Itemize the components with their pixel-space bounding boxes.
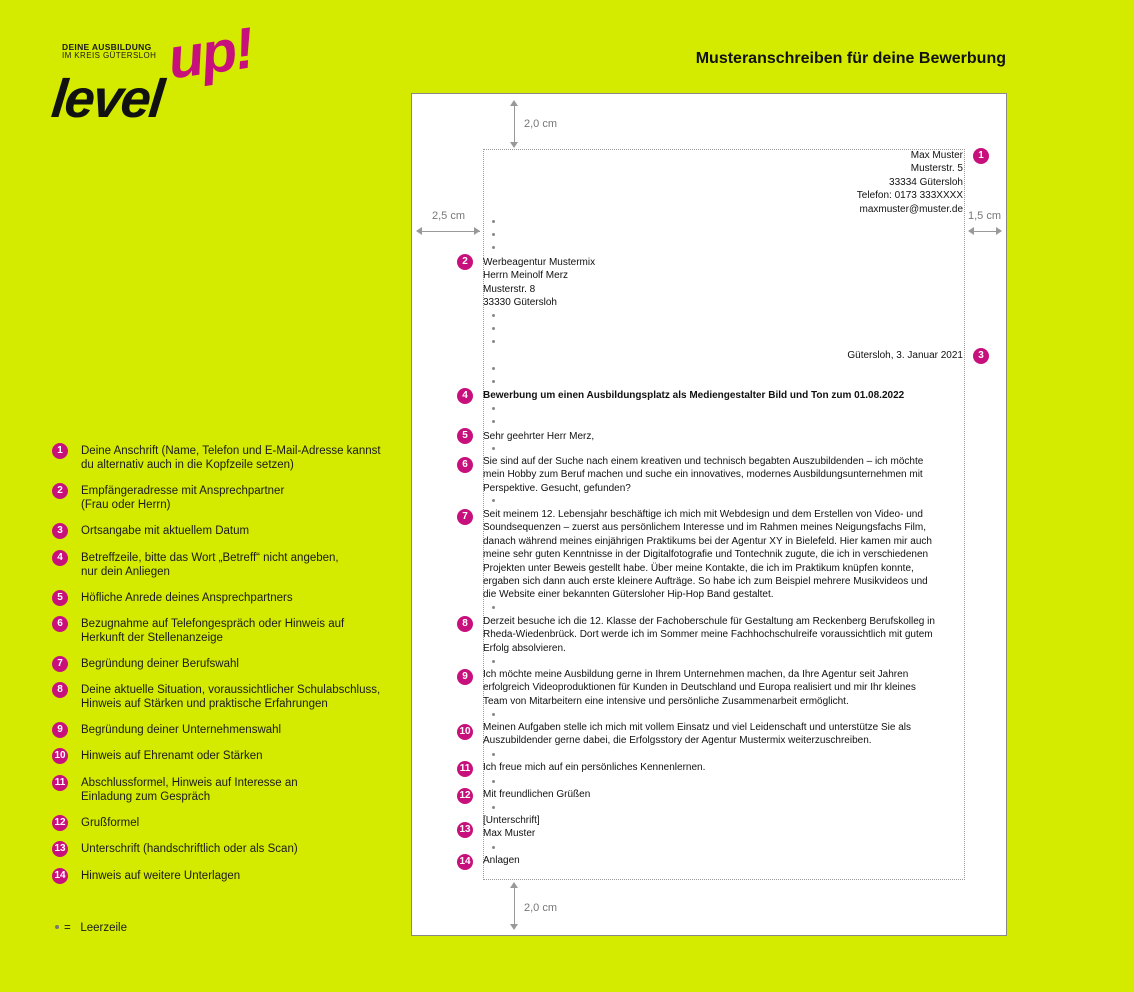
empty-line-dot bbox=[492, 407, 495, 410]
marker-8: 8 bbox=[457, 616, 473, 632]
paragraph-line: ergaben sich dann auch erste kleinere Aufträge. So habe ich zum Beispiel mehrere Musikvideos und bbox=[483, 576, 928, 588]
empty-line-dot bbox=[492, 846, 495, 849]
legend-number-badge: 6 bbox=[52, 616, 68, 632]
paragraph-line: Perspektive. Gesucht, gefunden? bbox=[483, 482, 631, 494]
legend-text: Ortsangabe mit aktuellem Datum bbox=[81, 525, 250, 537]
recipient-street: Musterstr. 8 bbox=[483, 283, 536, 295]
logo-tagline-2: IM KREIS GÜTERSLOH bbox=[62, 51, 157, 60]
paragraph-10 bbox=[483, 721, 963, 748]
legend-number-badge: 9 bbox=[52, 722, 68, 738]
recipient-contact: Herrn Meinolf Merz bbox=[483, 270, 569, 282]
sender-name: Max Muster bbox=[910, 150, 963, 161]
empty-line-equals: = bbox=[64, 922, 71, 934]
marker-5: 5 bbox=[457, 428, 473, 444]
arrow-up-icon bbox=[510, 882, 518, 888]
empty-line-dot bbox=[492, 233, 495, 236]
arrow-down-icon bbox=[510, 142, 518, 148]
paragraph-line: meine sehr guten Kenntnisse in der Digitalfotografie und Tontechnik zugute, die ich in verschiedenen bbox=[483, 549, 929, 561]
bottom-margin-arrow bbox=[514, 886, 515, 928]
paragraph-line: Sie sind auf der Suche nach einem kreativen und technisch begabten Auszubildenden – ich möchte bbox=[483, 456, 924, 467]
paragraph-11: Ich freue mich auf ein persönliches Kennenlernen. bbox=[483, 762, 706, 773]
paragraph-6 bbox=[483, 455, 963, 495]
legend-number-badge: 5 bbox=[52, 590, 68, 606]
right-margin-label: 1,5 cm bbox=[968, 210, 1002, 222]
page-title: Musteranschreiben für deine Bewerbung bbox=[695, 50, 1006, 67]
paragraph-line: Erfolg absolvieren. bbox=[483, 642, 566, 654]
legend-number-badge: 13 bbox=[52, 841, 68, 857]
empty-line-dot-icon bbox=[55, 925, 59, 929]
empty-line-dot bbox=[492, 753, 495, 756]
legend-number-badge: 11 bbox=[52, 775, 68, 791]
empty-line-dot bbox=[492, 380, 495, 383]
legend-text: Bezugnahme auf Telefongespräch oder Hinweis auf Herkunft der Stellenanzeige bbox=[81, 618, 345, 644]
empty-line-legend bbox=[52, 922, 127, 934]
paragraph-line: die Website einer bekannten Gütersloher Hip-Hop Band gestaltet. bbox=[483, 589, 774, 601]
legend-text: Höfliche Anrede deines Ansprechpartners bbox=[81, 592, 293, 604]
empty-line-dot bbox=[492, 340, 495, 343]
paragraph-line: danach während meines einjährigen Praktikums bei der Agentur XY in Bielefeld. Hier kamen mir auch bbox=[483, 535, 932, 547]
logo-tagline-1: DEINE AUSBILDUNG bbox=[62, 42, 152, 52]
logo-word-level: level bbox=[48, 69, 166, 129]
legend-number-badge: 4 bbox=[52, 550, 68, 566]
paragraph-line: erfolgreich Videoproduktionen für Kunden in Deutschland und Europa realisiert und mir Ihr kleines bbox=[483, 682, 916, 694]
marker-13: 13 bbox=[457, 822, 473, 838]
empty-line-dot bbox=[492, 713, 495, 716]
paragraph-9 bbox=[483, 668, 963, 708]
marker-3: 3 bbox=[973, 348, 989, 364]
empty-line-dot bbox=[492, 314, 495, 317]
paragraph-line: Rheda-Wiedenbrück. Dort werde ich im Sommer meine Fachhochschulreife voraussichtlich mit gutem bbox=[483, 629, 933, 641]
sender-phone: Telefon: 0173 333XXXX bbox=[856, 190, 963, 202]
paragraph-7 bbox=[483, 508, 963, 602]
top-margin-label: 2,0 cm bbox=[524, 118, 558, 130]
logo-word-up: up! bbox=[163, 15, 257, 92]
level-up-logo bbox=[48, 15, 272, 130]
legend-number-badge: 10 bbox=[52, 748, 68, 764]
legend-text: Empfängeradresse mit Ansprechpartner (Frau oder Herrn) bbox=[81, 485, 285, 511]
legend-number-badge: 1 bbox=[52, 443, 68, 459]
paragraph-line: Derzeit besuche ich die 12. Klasse der Fachoberschule für Gestaltung am Reckenberg Berufskolleg in bbox=[483, 616, 935, 627]
marker-7: 7 bbox=[457, 509, 473, 525]
paragraph-line: Soundsequenzen – zuerst aus persönlichem Interesse und im Rahmen meines Neigungsfachs Film, bbox=[483, 522, 927, 534]
legend-text: Deine Anschrift (Name, Telefon und E-Mail-Adresse kannst du alternativ auch in die Kopfzeile setzen) bbox=[81, 445, 381, 471]
marker-2: 2 bbox=[457, 254, 473, 270]
letter-subject: Bewerbung um einen Ausbildungsplatz als Mediengestalter Bild und Ton zum 01.08.2022 bbox=[483, 390, 905, 401]
bottom-margin-label: 2,0 cm bbox=[524, 902, 558, 914]
empty-line-dot bbox=[492, 660, 495, 663]
marker-12: 12 bbox=[457, 788, 473, 804]
recipient-company: Werbeagentur Mustermix bbox=[483, 257, 596, 268]
paragraph-line: Team von Mitarbeitern eine intensive und persönliche Zusammenarbeit ermöglicht. bbox=[483, 695, 849, 707]
legend-number-badge: 12 bbox=[52, 815, 68, 831]
arrow-left-icon bbox=[416, 227, 422, 235]
empty-line-dot bbox=[492, 327, 495, 330]
marker-4: 4 bbox=[457, 388, 473, 404]
letter-date: Gütersloh, 3. Januar 2021 bbox=[847, 350, 963, 361]
recipient-city: 33330 Gütersloh bbox=[483, 297, 557, 309]
legend-number-badge: 2 bbox=[52, 483, 68, 499]
empty-line-dot bbox=[492, 780, 495, 783]
marker-1: 1 bbox=[973, 148, 989, 164]
signature-placeholder: [Unterschrift] bbox=[483, 815, 540, 826]
marker-9: 9 bbox=[457, 669, 473, 685]
empty-line-dot bbox=[492, 606, 495, 609]
legend-number-badge: 14 bbox=[52, 868, 68, 884]
paragraph-line: Auszubildender gerne dabei, die Erfolgsstory der Agentur Mustermix weiterzuschreiben. bbox=[483, 735, 872, 747]
legend-text: Grußformel bbox=[81, 817, 140, 829]
letter-enclosures: Anlagen bbox=[483, 855, 520, 866]
sender-city: 33334 Gütersloh bbox=[889, 176, 963, 188]
arrow-up-icon bbox=[510, 100, 518, 106]
legend-number-badge: 7 bbox=[52, 656, 68, 672]
legend-text: Deine aktuelle Situation, voraussichtlicher Schulabschluss, Hinweis auf Stärken und praktische Erfahrungen bbox=[81, 684, 381, 710]
paragraph-8 bbox=[483, 615, 963, 655]
empty-line-dot bbox=[492, 367, 495, 370]
arrow-right-icon bbox=[996, 227, 1002, 235]
empty-line-dot bbox=[492, 420, 495, 423]
empty-line-label: Leerzeile bbox=[80, 922, 127, 934]
recipient-address bbox=[483, 256, 595, 310]
letter-salutation: Sehr geehrter Herr Merz, bbox=[483, 431, 595, 442]
signature-name: Max Muster bbox=[483, 828, 536, 839]
legend-text: Begründung deiner Unternehmenswahl bbox=[81, 724, 282, 736]
legend-text: Hinweis auf weitere Unterlagen bbox=[81, 870, 241, 882]
legend-text: Unterschrift (handschriftlich oder als Scan) bbox=[81, 843, 298, 855]
marker-6: 6 bbox=[457, 457, 473, 473]
legend-number-badge: 8 bbox=[52, 682, 68, 698]
sender-address bbox=[712, 149, 963, 216]
top-margin-arrow bbox=[514, 104, 515, 146]
empty-line-dot bbox=[492, 447, 495, 450]
empty-line-dot bbox=[492, 246, 495, 249]
empty-line-dot bbox=[492, 220, 495, 223]
left-margin-arrow bbox=[418, 231, 480, 232]
empty-line-dot bbox=[492, 499, 495, 502]
paragraph-line: Projekten unter Beweis gestellt habe. Über meine Kontakte, die ich im Praktikum knüpfen konnte, bbox=[483, 562, 914, 574]
arrow-down-icon bbox=[510, 924, 518, 930]
left-margin-label: 2,5 cm bbox=[432, 210, 466, 222]
legend-text: Abschlussformel, Hinweis auf Interesse an Einladung zum Gespräch bbox=[81, 777, 298, 803]
legend-number-badge: 3 bbox=[52, 523, 68, 539]
sender-street: Musterstr. 5 bbox=[910, 163, 963, 175]
paragraph-line: Ich möchte meine Ausbildung gerne in Ihrem Unternehmen machen, da Ihre Agentur seit Jahren bbox=[483, 669, 909, 680]
legend-text: Begründung deiner Berufswahl bbox=[81, 658, 239, 670]
paragraph-line: mein Hobby zum Beruf machen und suche ein innovatives, modernes Ausbildungsunternehmen mit bbox=[483, 469, 923, 481]
empty-line-dot bbox=[492, 806, 495, 809]
marker-14: 14 bbox=[457, 854, 473, 870]
marker-11: 11 bbox=[457, 761, 473, 777]
letter-page bbox=[411, 93, 1007, 936]
legend-text: Hinweis auf Ehrenamt oder Stärken bbox=[81, 750, 263, 762]
paragraph-line: Seit meinem 12. Lebensjahr beschäftige ich mich mit Webdesign und dem Erstellen von Video- und bbox=[483, 509, 923, 520]
arrow-left-icon bbox=[968, 227, 974, 235]
arrow-right-icon bbox=[474, 227, 480, 235]
legend-text: Betreffzeile, bitte das Wort „Betreff“ nicht angeben, nur dein Anliegen bbox=[81, 552, 339, 578]
paragraph-line: Meinen Aufgaben stelle ich mich mit vollem Einsatz und viel Leidenschaft und unterstütze Sie als bbox=[483, 722, 912, 733]
marker-10: 10 bbox=[457, 724, 473, 740]
sender-email: maxmuster@muster.de bbox=[859, 203, 963, 215]
letter-closing: Mit freundlichen Grüßen bbox=[483, 789, 591, 800]
